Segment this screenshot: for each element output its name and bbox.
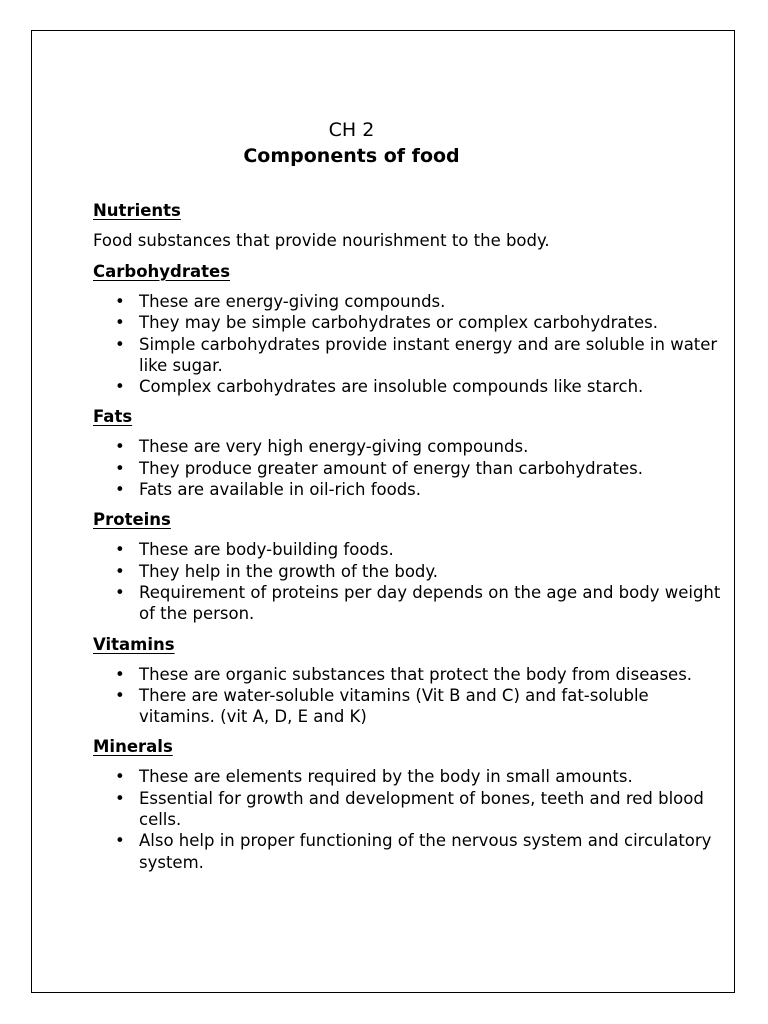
bullet-icon: • xyxy=(115,582,125,602)
list-item-text: These are body-building foods. xyxy=(139,540,394,560)
list-item-text: These are energy-giving compounds. xyxy=(139,292,446,311)
list-item-text: They help in the growth of the body. xyxy=(139,561,439,581)
section-carbohydrates xyxy=(93,261,723,397)
bullet-icon: • xyxy=(115,664,125,684)
list-item xyxy=(93,830,723,873)
bullet-list-carbohydrates xyxy=(93,291,723,397)
bullet-icon: • xyxy=(115,292,125,311)
bullet-list-fats xyxy=(93,436,723,500)
list-item-text: Fats are available in oil-rich foods. xyxy=(139,480,422,500)
list-item xyxy=(93,582,723,625)
list-item xyxy=(93,788,723,831)
section-heading-fats: Fats xyxy=(93,407,133,427)
list-item-text: Simple carbohydrates provide instant energy and are soluble in water like sugar. xyxy=(139,334,718,375)
list-item-text: These are organic substances that protect the body from diseases. xyxy=(139,664,693,684)
bullet-icon: • xyxy=(115,767,125,787)
list-item xyxy=(93,479,723,500)
bullet-icon: • xyxy=(115,540,125,560)
bullet-icon: • xyxy=(115,685,125,705)
bullet-icon: • xyxy=(115,458,125,478)
document-body xyxy=(93,200,723,873)
bullet-icon: • xyxy=(115,788,125,808)
list-item xyxy=(93,436,723,457)
list-item-text: These are very high energy-giving compounds. xyxy=(139,437,529,457)
list-item xyxy=(93,561,723,582)
list-item xyxy=(93,291,723,312)
list-item-text: Requirement of proteins per day depends on the age and body weight of the person. xyxy=(139,582,721,624)
list-item-text: Also help in proper functioning of the nervous system and circulatory system. xyxy=(139,831,712,872)
section-heading-vitamins: Vitamins xyxy=(93,634,175,654)
bullet-icon: • xyxy=(115,313,125,333)
bullet-icon: • xyxy=(115,334,125,354)
list-item-text: Essential for growth and development of bones, teeth and red blood cells. xyxy=(139,788,704,830)
list-item-text: There are water-soluble vitamins (Vit B and C) and fat-soluble vitamins. (vit A, D, E and K) xyxy=(139,685,649,727)
bullet-list-minerals xyxy=(93,766,723,872)
list-item-text: They produce greater amount of energy than carbohydrates. xyxy=(139,458,644,478)
bullet-list-proteins xyxy=(93,539,723,624)
section-minerals xyxy=(93,736,723,872)
section-heading-proteins: Proteins xyxy=(93,510,171,530)
bullet-icon: • xyxy=(115,480,125,500)
section-proteins xyxy=(93,509,723,624)
title-block xyxy=(0,117,672,169)
bullet-icon: • xyxy=(115,561,125,581)
list-item-text: These are elements required by the body in small amounts. xyxy=(139,767,633,787)
list-item xyxy=(93,539,723,560)
section-nutrients xyxy=(93,200,723,251)
list-item xyxy=(93,664,723,685)
list-item xyxy=(93,376,723,397)
document-title: Components of food xyxy=(243,145,460,167)
bullet-list-vitamins xyxy=(93,664,723,728)
bullet-icon: • xyxy=(115,437,125,457)
list-item-text: Complex carbohydrates are insoluble compounds like starch. xyxy=(139,377,644,397)
chapter-label: CH 2 xyxy=(328,119,375,141)
list-item xyxy=(93,766,723,787)
section-heading-carbohydrates: Carbohydrates xyxy=(93,262,231,281)
bullet-icon: • xyxy=(115,831,125,851)
section-heading-nutrients: Nutrients xyxy=(93,201,181,220)
section-fats xyxy=(93,406,723,500)
document-content xyxy=(93,117,723,882)
list-item xyxy=(93,312,723,333)
section-paragraph-nutrients: Food substances that provide nourishment to the body. xyxy=(93,231,550,250)
list-item xyxy=(93,458,723,479)
list-item-text: They may be simple carbohydrates or complex carbohydrates. xyxy=(139,313,658,333)
list-item xyxy=(93,334,723,377)
list-item xyxy=(93,685,723,728)
section-vitamins xyxy=(93,634,723,728)
section-heading-minerals: Minerals xyxy=(93,737,173,757)
bullet-icon: • xyxy=(115,377,125,397)
